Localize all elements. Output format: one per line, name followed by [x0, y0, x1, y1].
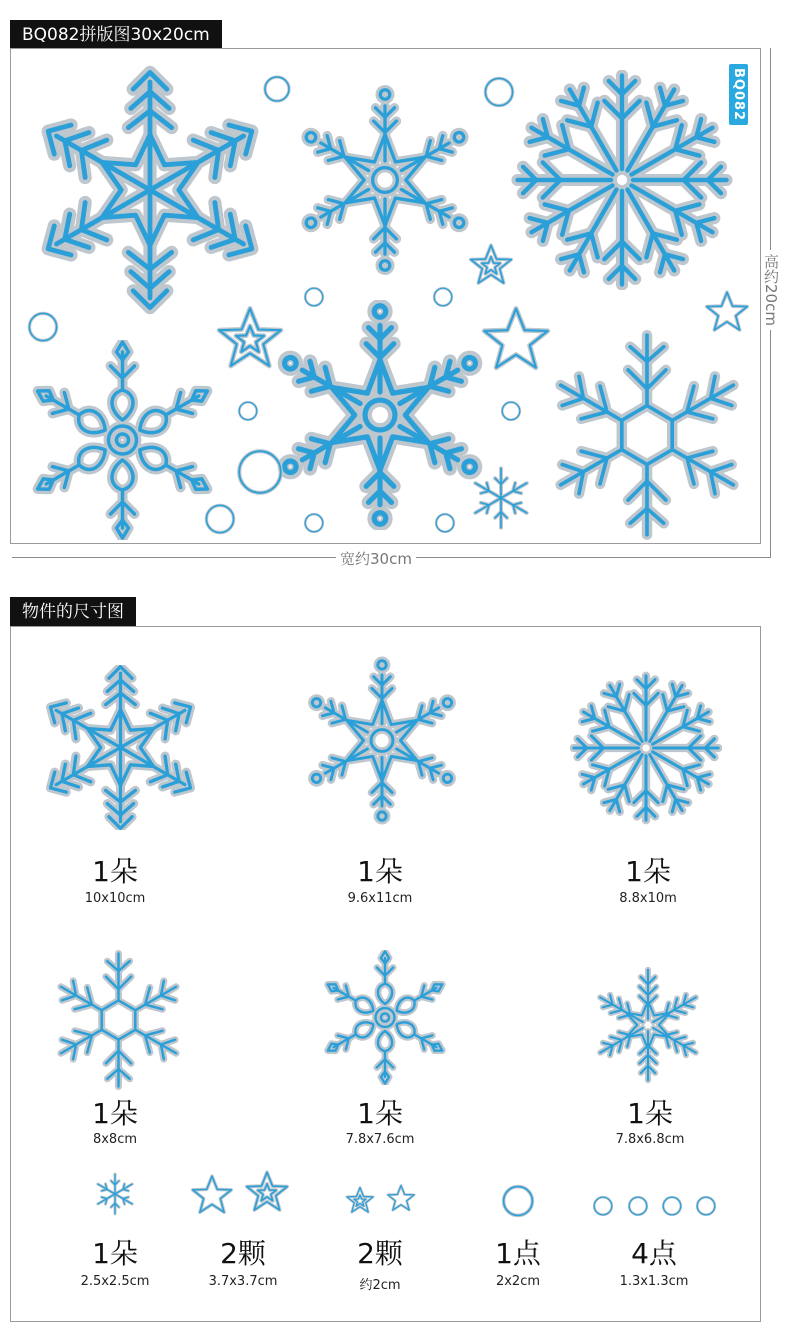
piece-snowflake-star-dotted — [298, 648, 466, 833]
dot-large — [234, 446, 286, 498]
piece-dot-small — [661, 1195, 683, 1217]
piece-star-small — [386, 1184, 416, 1214]
piece-size: 3.7x3.7cm — [208, 1274, 278, 1289]
product-code-badge: BQ082 — [729, 64, 748, 125]
piece-star-double — [244, 1170, 290, 1216]
dot-small — [500, 400, 522, 422]
dot-medium — [262, 74, 292, 104]
piece-count: 4点 — [631, 1237, 677, 1270]
piece-count: 2颗 — [220, 1237, 266, 1270]
star-outline — [480, 305, 552, 377]
layout-section-title: BQ082拼版图30x20cm — [10, 20, 222, 50]
piece-size: 7.8x7.6cm — [345, 1132, 415, 1147]
piece-snowflake-hexagon — [46, 950, 191, 1090]
dot-small — [237, 400, 259, 422]
dot-small — [303, 286, 325, 308]
snowflake-small — [468, 465, 534, 531]
piece-size: 约2cm — [359, 1278, 401, 1293]
piece-snowflake-twelve-ray — [570, 668, 722, 828]
piece-size: 2x2cm — [495, 1274, 541, 1289]
piece-star-outline — [190, 1174, 234, 1218]
dot-medium — [203, 502, 237, 536]
piece-dot-small — [695, 1195, 717, 1217]
piece-star-small-double — [345, 1186, 375, 1216]
star-small — [704, 290, 750, 336]
size-section-title: 物件的尺寸图 — [10, 597, 136, 627]
piece-dot-large — [500, 1183, 536, 1219]
snowflake-chevron-large — [30, 60, 270, 320]
piece-snowflake-small — [93, 1172, 137, 1216]
piece-count: 1朵 — [357, 1097, 403, 1130]
star-small-double — [468, 243, 514, 289]
dot-small — [303, 512, 325, 534]
dot-medium — [26, 310, 60, 344]
snowflake-hexagon — [542, 330, 752, 540]
dot-medium — [482, 75, 516, 109]
height-dimension-label: 高约20cm — [761, 250, 782, 330]
piece-count: 1朵 — [627, 1097, 673, 1130]
piece-dot-small — [627, 1195, 649, 1217]
piece-count: 1朵 — [625, 855, 671, 888]
piece-count: 1朵 — [92, 855, 138, 888]
piece-size: 1.3x1.3cm — [619, 1274, 689, 1289]
piece-snowflake-floral — [316, 950, 454, 1085]
piece-count: 1点 — [495, 1237, 541, 1270]
piece-snowflake-chevron — [38, 665, 203, 830]
piece-count: 1朵 — [357, 855, 403, 888]
star-double — [215, 305, 285, 375]
dot-small — [434, 512, 456, 534]
dot-small — [432, 286, 454, 308]
piece-count: 1朵 — [92, 1237, 138, 1270]
snowflake-twelve-ray — [492, 70, 752, 290]
piece-count: 1朵 — [92, 1097, 138, 1130]
piece-size: 7.8x6.8cm — [615, 1132, 685, 1147]
piece-count: 2颗 — [357, 1237, 403, 1270]
snowflake-star-dotted-2 — [265, 300, 495, 530]
piece-size: 9.6x11cm — [347, 891, 413, 906]
piece-size: 10x10cm — [84, 891, 146, 906]
piece-size: 8x8cm — [92, 1132, 138, 1147]
snowflake-floral — [20, 340, 225, 540]
width-dimension-label: 宽约30cm — [336, 548, 416, 569]
piece-dot-small — [592, 1195, 614, 1217]
piece-snowflake-dense — [578, 965, 718, 1085]
snowflake-star-dotted — [290, 70, 480, 290]
piece-size: 8.8x10m — [619, 891, 677, 906]
piece-size: 2.5x2.5cm — [80, 1274, 150, 1289]
